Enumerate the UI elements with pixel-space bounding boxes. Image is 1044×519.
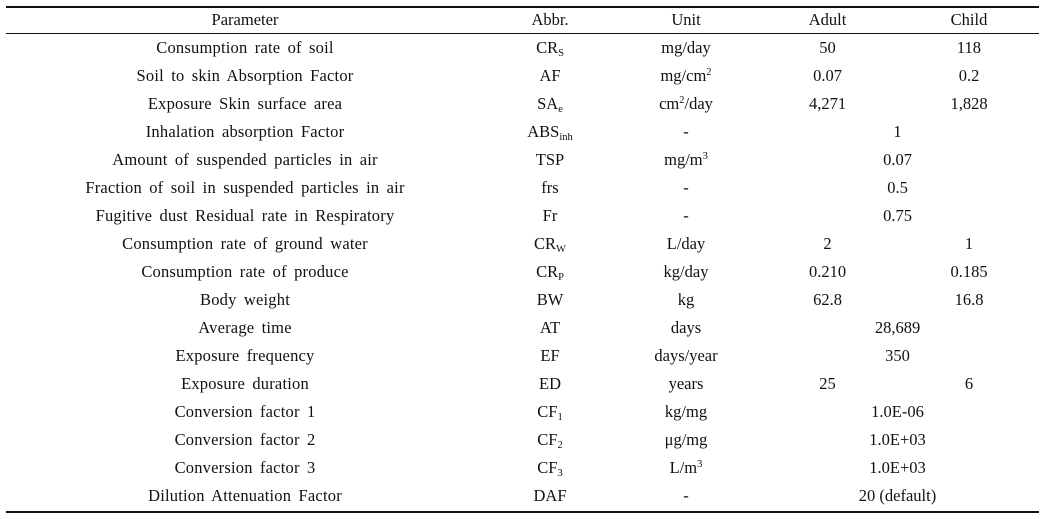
abbr-subscript: 1	[557, 412, 563, 423]
shared-value-cell	[756, 482, 1039, 510]
table-row	[6, 174, 1039, 202]
parameter-name: Consumption rate of soil	[156, 37, 334, 57]
parameter-name: Fraction of soil in suspended particles in air	[85, 178, 405, 197]
shared-value: 20 (default)	[858, 486, 937, 505]
child-value-cell	[899, 286, 1039, 314]
parameter-cell	[6, 118, 484, 146]
abbr-text: CR	[536, 262, 559, 281]
abbr-text: CF	[537, 458, 558, 477]
abbr-cell	[484, 62, 616, 90]
adult-value: 4,271	[808, 94, 847, 113]
abbr-cell	[484, 314, 616, 342]
table-header-row	[6, 6, 1039, 33]
header-child: Child	[950, 9, 988, 29]
exposure-parameter-table	[6, 6, 1039, 510]
abbr-subscript: 2	[557, 440, 563, 451]
parameter-name: Body weight	[200, 290, 290, 309]
shared-value: 0.07	[883, 150, 912, 169]
table-row	[6, 342, 1039, 370]
child-value-cell	[899, 90, 1039, 118]
unit-text: -	[683, 178, 689, 197]
abbr-subscript: P	[558, 272, 564, 283]
parameter-cell	[6, 454, 484, 482]
abbr-text: CR	[536, 37, 559, 57]
table-bottom-rule	[6, 511, 1039, 513]
unit-text: -	[683, 122, 689, 141]
abbr-cell	[484, 90, 616, 118]
child-value: 16.8	[954, 290, 984, 309]
table-row	[6, 118, 1039, 146]
unit-superscript: 2	[706, 67, 712, 78]
unit-text: days	[670, 318, 702, 337]
abbr-subscript: 3	[557, 468, 563, 479]
abbr-cell	[484, 454, 616, 482]
abbr-text: CR	[534, 234, 557, 253]
table-row	[6, 482, 1039, 510]
abbr-cell	[484, 118, 616, 146]
child-value: 0.185	[950, 262, 988, 281]
adult-value: 2	[823, 234, 832, 253]
child-value: 118	[956, 37, 982, 57]
table-row	[6, 314, 1039, 342]
parameter-cell	[6, 370, 484, 398]
shared-value: 0.75	[883, 206, 912, 225]
shared-value: 350	[885, 346, 910, 365]
shared-value: 1	[893, 122, 902, 141]
unit-cell	[616, 146, 756, 174]
unit-cell	[616, 314, 756, 342]
table-row	[6, 230, 1039, 258]
adult-value-cell	[756, 258, 899, 286]
parameter-name: Consumption rate of produce	[141, 262, 349, 281]
adult-value-cell	[756, 33, 899, 62]
parameter-name: Exposure frequency	[175, 346, 315, 365]
child-value: 1,828	[950, 94, 988, 113]
abbr-cell	[484, 202, 616, 230]
abbr-cell	[484, 286, 616, 314]
adult-value: 0.07	[813, 66, 842, 85]
child-value-cell	[899, 230, 1039, 258]
unit-cell	[616, 370, 756, 398]
abbr-text: AT	[539, 318, 561, 337]
unit-cell	[616, 482, 756, 510]
shared-value: 28,689	[874, 318, 921, 337]
parameter-cell	[6, 286, 484, 314]
table-row	[6, 454, 1039, 482]
abbr-cell	[484, 230, 616, 258]
abbr-subscript: W	[556, 244, 566, 255]
unit-prefix: cm	[659, 94, 680, 113]
unit-cell	[616, 118, 756, 146]
adult-value: 25	[819, 374, 836, 393]
shared-value: 1.0E+03	[869, 458, 926, 477]
shared-value: 1.0E+03	[869, 430, 926, 449]
abbr-cell	[484, 370, 616, 398]
shared-value: 1.0E-06	[871, 402, 924, 421]
parameter-cell	[6, 146, 484, 174]
shared-value-cell	[756, 118, 1039, 146]
child-value-cell	[899, 33, 1039, 62]
abbr-cell	[484, 174, 616, 202]
parameter-cell	[6, 258, 484, 286]
abbr-text: SA	[537, 94, 559, 113]
abbr-cell	[484, 342, 616, 370]
unit-text: kg	[677, 290, 695, 309]
child-value-cell	[899, 370, 1039, 398]
parameter-name: Fugitive dust Residual rate in Respiratory	[95, 206, 395, 225]
abbr-text: ABS	[527, 122, 560, 141]
parameter-name: Exposure Skin surface area	[147, 94, 343, 113]
table-row	[6, 258, 1039, 286]
shared-value: 0.5	[887, 178, 908, 197]
shared-value-cell	[756, 426, 1039, 454]
parameter-name: Average time	[198, 318, 292, 337]
abbr-subscript: e	[558, 104, 563, 115]
abbr-cell	[484, 258, 616, 286]
table-row	[6, 146, 1039, 174]
table-row	[6, 90, 1039, 118]
abbr-text: Fr	[542, 206, 558, 225]
abbr-text: TSP	[535, 150, 565, 169]
parameter-name: Inhalation absorption Factor	[145, 122, 345, 141]
unit-text: mg/day	[661, 37, 711, 57]
unit-text: kg/day	[663, 262, 709, 281]
unit-cell	[616, 342, 756, 370]
abbr-text: CF	[537, 402, 558, 421]
table-row	[6, 202, 1039, 230]
shared-value-cell	[756, 454, 1039, 482]
parameter-cell	[6, 62, 484, 90]
header-parameter: Parameter	[211, 9, 279, 29]
table-body	[6, 33, 1039, 510]
unit-cell	[616, 454, 756, 482]
unit-text: years	[668, 374, 704, 393]
parameter-cell	[6, 398, 484, 426]
adult-value: 50	[819, 37, 836, 57]
unit-cell	[616, 286, 756, 314]
unit-text: days/year	[654, 346, 718, 365]
shared-value-cell	[756, 314, 1039, 342]
child-value-cell	[899, 258, 1039, 286]
unit-text: μg/mg	[664, 430, 708, 449]
parameter-cell	[6, 314, 484, 342]
abbr-subscript: inh	[559, 132, 573, 143]
header-adult: Adult	[808, 9, 847, 29]
shared-value-cell	[756, 174, 1039, 202]
abbr-text: EF	[540, 346, 560, 365]
unit-cell	[616, 398, 756, 426]
abbr-cell	[484, 33, 616, 62]
abbr-cell	[484, 146, 616, 174]
adult-value-cell	[756, 62, 899, 90]
abbr-text: CF	[537, 430, 558, 449]
shared-value-cell	[756, 202, 1039, 230]
unit-cell	[616, 90, 756, 118]
child-value: 0.2	[958, 66, 980, 85]
adult-value-cell	[756, 286, 899, 314]
abbr-text: ED	[539, 374, 561, 393]
parameter-name: Dilution Attenuation Factor	[148, 486, 342, 505]
unit-text: -	[683, 486, 689, 505]
adult-value-cell	[756, 230, 899, 258]
table-row	[6, 286, 1039, 314]
abbr-cell	[484, 426, 616, 454]
shared-value-cell	[756, 146, 1039, 174]
parameter-cell	[6, 230, 484, 258]
abbr-text: AF	[539, 66, 561, 85]
unit-superscript: 2	[679, 95, 685, 106]
unit-cell	[616, 258, 756, 286]
adult-value-cell	[756, 90, 899, 118]
parameter-name: Conversion factor 1	[174, 402, 316, 421]
parameter-cell	[6, 342, 484, 370]
parameter-name: Exposure duration	[181, 374, 309, 393]
parameter-cell	[6, 426, 484, 454]
abbr-text: BW	[536, 290, 564, 309]
adult-value-cell	[756, 370, 899, 398]
parameter-name: Soil to skin Absorption Factor	[136, 66, 354, 85]
abbr-subscript: S	[558, 47, 564, 59]
table-row	[6, 398, 1039, 426]
child-value: 6	[964, 374, 974, 393]
unit-cell	[616, 202, 756, 230]
parameter-cell	[6, 482, 484, 510]
unit-cell	[616, 230, 756, 258]
unit-text: L/day	[666, 234, 706, 253]
child-value: 1	[964, 234, 974, 253]
parameter-cell	[6, 202, 484, 230]
parameter-cell	[6, 33, 484, 62]
unit-text: mg/cm	[660, 66, 707, 85]
parameter-name: Conversion factor 2	[174, 430, 316, 449]
table-row	[6, 62, 1039, 90]
unit-text: -	[683, 206, 689, 225]
parameter-cell	[6, 174, 484, 202]
unit-superscript: 3	[697, 459, 703, 470]
abbr-cell	[484, 482, 616, 510]
parameter-name: Amount of suspended particles in air	[112, 150, 378, 169]
parameter-name: Conversion factor 3	[174, 458, 316, 477]
adult-value: 0.210	[808, 262, 847, 281]
table-row	[6, 370, 1039, 398]
shared-value-cell	[756, 342, 1039, 370]
unit-text: L/m	[669, 458, 698, 477]
header-unit: Unit	[671, 9, 701, 29]
child-value-cell	[899, 62, 1039, 90]
unit-text: /day	[684, 94, 713, 113]
parameter-cell	[6, 90, 484, 118]
unit-superscript: 3	[702, 151, 708, 162]
unit-text: kg/mg	[664, 402, 708, 421]
unit-cell	[616, 174, 756, 202]
header-abbr: Abbr.	[531, 9, 569, 29]
unit-cell	[616, 62, 756, 90]
parameter-name: Consumption rate of ground water	[122, 234, 368, 253]
abbr-text: frs	[541, 178, 559, 197]
shared-value-cell	[756, 398, 1039, 426]
adult-value: 62.8	[813, 290, 842, 309]
abbr-text: DAF	[533, 486, 567, 505]
table-row	[6, 426, 1039, 454]
table-row	[6, 33, 1039, 62]
unit-cell	[616, 33, 756, 62]
abbr-cell	[484, 398, 616, 426]
unit-text: mg/m	[664, 150, 703, 169]
unit-cell	[616, 426, 756, 454]
